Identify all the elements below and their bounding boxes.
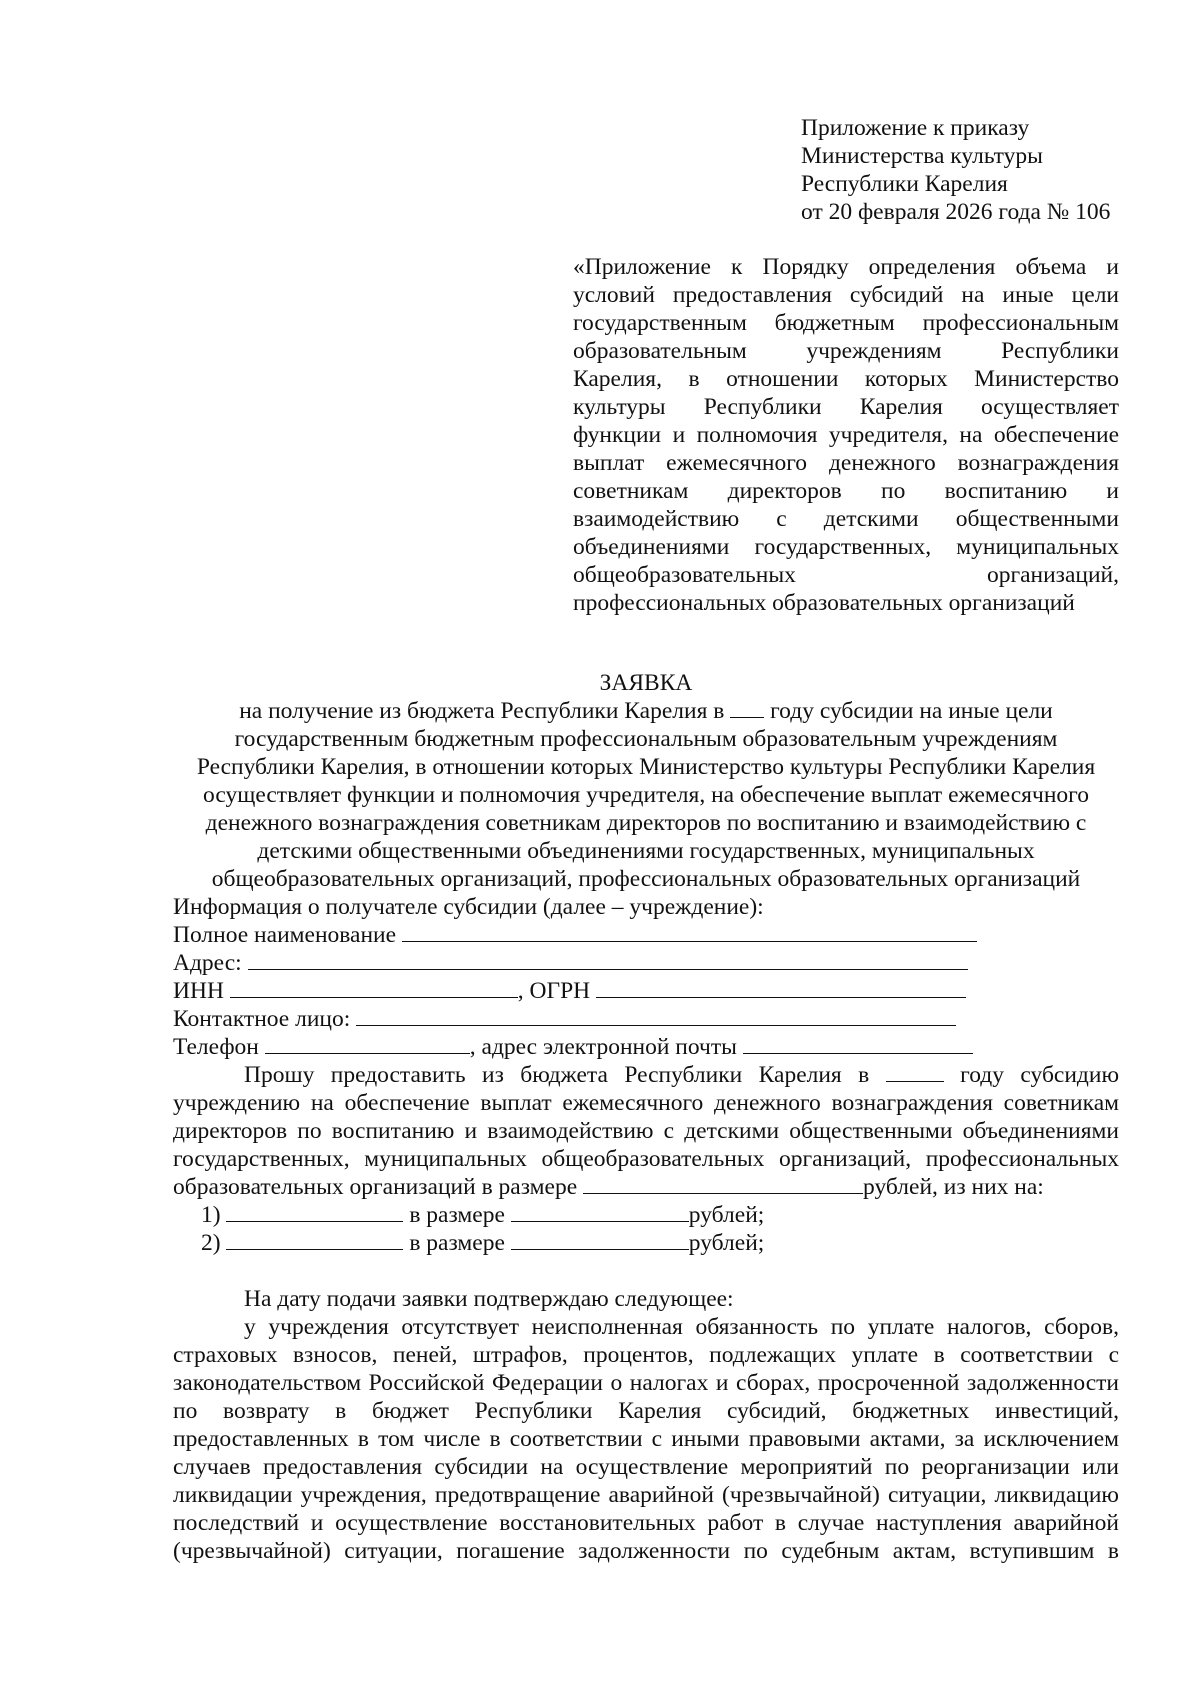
confirm-line: страховых взносов, пеней, штрафов, процентов, подлежащих уплате в соответствии с	[173, 1342, 1119, 1368]
email-label: , адрес электронной почты	[469, 1034, 737, 1060]
full-name-row	[173, 921, 1119, 949]
approval-block	[801, 114, 1121, 226]
enum-end: рублей;	[688, 1230, 765, 1256]
ogrn-label: , ОГРН	[517, 978, 591, 1004]
appendix-line: образовательным учреждениям Республики	[573, 338, 1119, 364]
recipient-info	[173, 893, 1119, 1061]
appendix-line: Карелия, в отношении которых Министерство	[573, 366, 1119, 392]
appendix-line: культуры Республики Карелия осуществляет	[573, 394, 1119, 420]
confirm-line: по возврату в бюджет Республики Карелия субсидий, бюджетных инвестиций,	[173, 1398, 1119, 1424]
appendix-line: общеобразовательных организаций,	[573, 562, 1119, 588]
appendix-line: выплат ежемесячного денежного вознаграждения	[573, 450, 1119, 476]
contact-blank[interactable]	[356, 1005, 956, 1026]
appendix-line: условий предоставления субсидий на иные цели	[573, 282, 1119, 308]
confirm-heading: На дату подачи заявки подтверждаю следующее:	[244, 1286, 734, 1312]
enum-mid: в размере	[409, 1202, 505, 1228]
enum-number: 2)	[201, 1230, 221, 1256]
appendix-line: государственным бюджетным профессиональным	[573, 310, 1119, 336]
enum-end: рублей;	[688, 1202, 765, 1228]
form-subtitle	[173, 697, 1119, 893]
full-name-blank[interactable]	[402, 921, 977, 942]
enum-amount-blank[interactable]	[511, 1229, 689, 1250]
enum-item-1	[173, 1201, 1119, 1229]
appendix-line: советникам директоров по воспитанию и	[573, 478, 1119, 504]
confirm-line: предоставленных в том числе в соответствии с иными правовыми актами, за исключением	[173, 1426, 1119, 1452]
subtitle-line: осуществляет функции и полномочия учредителя, на обеспечение выплат ежемесячного	[203, 782, 1089, 808]
subtitle-line: государственным бюджетным профессиональным образовательным учреждениям	[234, 726, 1058, 752]
approval-line: Министерства культуры	[801, 143, 1043, 169]
request-line: директоров по воспитанию и взаимодействию с детскими общественными объединениями	[173, 1118, 1119, 1144]
confirm-line: законодательством Российской Федерации о налогах и сборах, просроченной задолженности	[173, 1370, 1119, 1396]
enum-amount-blank[interactable]	[511, 1201, 689, 1222]
subtitle-line: детскими общественными объединениями государственных, муниципальных	[257, 838, 1035, 864]
total-amount-blank[interactable]	[583, 1173, 863, 1194]
contact-row	[173, 1005, 1119, 1033]
confirm-line: случаев предоставления субсидии на осуществление мероприятий по реорганизации или	[173, 1454, 1119, 1480]
confirm-paragraph	[173, 1285, 1119, 1565]
request-paragraph	[173, 1061, 1119, 1257]
approval-line: Приложение к приказу	[801, 115, 1030, 141]
info-heading: Информация о получателе субсидии (далее – учреждение):	[173, 894, 764, 920]
request-year-blank[interactable]	[886, 1061, 944, 1082]
enum-purpose-blank[interactable]	[226, 1229, 403, 1250]
enum-purpose-blank[interactable]	[226, 1201, 403, 1222]
inn-label: ИНН	[173, 978, 224, 1004]
address-label: Адрес:	[173, 950, 242, 976]
phone-email-row	[173, 1033, 1119, 1061]
appendix-line: профессиональных образовательных организаций	[573, 590, 1075, 616]
inn-ogrn-row	[173, 977, 1119, 1005]
request-text: Прошу предоставить из бюджета Республики Карелия в	[244, 1062, 870, 1088]
phone-blank[interactable]	[265, 1033, 470, 1054]
subtitle-line: общеобразовательных организаций, профессиональных образовательных организаций	[211, 866, 1081, 892]
appendix-block	[573, 253, 1119, 617]
request-line	[173, 1061, 1119, 1089]
request-text: образовательных организаций в размере	[173, 1174, 578, 1200]
subtitle-line: денежного вознаграждения советникам директоров по воспитанию и взаимодействию с	[205, 810, 1087, 836]
subtitle-line	[173, 697, 1119, 725]
enum-item-2	[173, 1229, 1119, 1257]
inn-blank[interactable]	[230, 977, 518, 998]
subtitle-text: году субсидии на иные цели	[770, 698, 1053, 724]
form-title: ЗАЯВКА	[599, 670, 693, 696]
request-text: году субсидию	[960, 1062, 1120, 1088]
confirm-line: последствий и осуществление восстановительных работ в случае наступления аварийной	[173, 1510, 1119, 1536]
confirm-line: ликвидации учреждения, предотвращение аварийной (чрезвычайной) ситуации, ликвидацию	[173, 1482, 1119, 1508]
contact-label: Контактное лицо:	[173, 1006, 351, 1032]
enum-number: 1)	[201, 1202, 221, 1228]
address-blank[interactable]	[248, 949, 968, 970]
request-text: рублей, из них на:	[863, 1174, 1044, 1200]
appendix-line: «Приложение к Порядку определения объема и	[573, 254, 1119, 280]
approval-line: от 20 февраля 2026 года № 106	[801, 199, 1111, 225]
phone-label: Телефон	[173, 1034, 259, 1060]
approval-line: Республики Карелия	[801, 171, 1008, 197]
address-row	[173, 949, 1119, 977]
year-blank[interactable]	[730, 697, 764, 718]
email-blank[interactable]	[743, 1033, 973, 1054]
ogrn-blank[interactable]	[596, 977, 966, 998]
enum-mid: в размере	[409, 1230, 505, 1256]
subtitle-line: Республики Карелия, в отношении которых Министерство культуры Республики Карелия	[196, 754, 1096, 780]
subtitle-text: на получение из бюджета Республики Карелия в	[239, 698, 725, 724]
appendix-line: взаимодействию с детскими общественными	[573, 506, 1119, 532]
request-line: государственных, муниципальных общеобразовательных организаций, профессиональных	[173, 1146, 1119, 1172]
request-line: учреждению на обеспечение выплат ежемесячного денежного вознаграждения советникам	[173, 1090, 1119, 1116]
confirm-line: у учреждения отсутствует неисполненная обязанность по уплате налогов, сборов,	[244, 1314, 1119, 1340]
appendix-line: объединениями государственных, муниципальных	[573, 534, 1119, 560]
full-name-label: Полное наименование	[173, 922, 397, 948]
request-line	[173, 1173, 1119, 1201]
confirm-line: (чрезвычайной) ситуации, погашение задолженности по судебным актам, вступившим в	[173, 1538, 1119, 1564]
appendix-line: функции и полномочия учредителя, на обеспечение	[573, 422, 1119, 448]
